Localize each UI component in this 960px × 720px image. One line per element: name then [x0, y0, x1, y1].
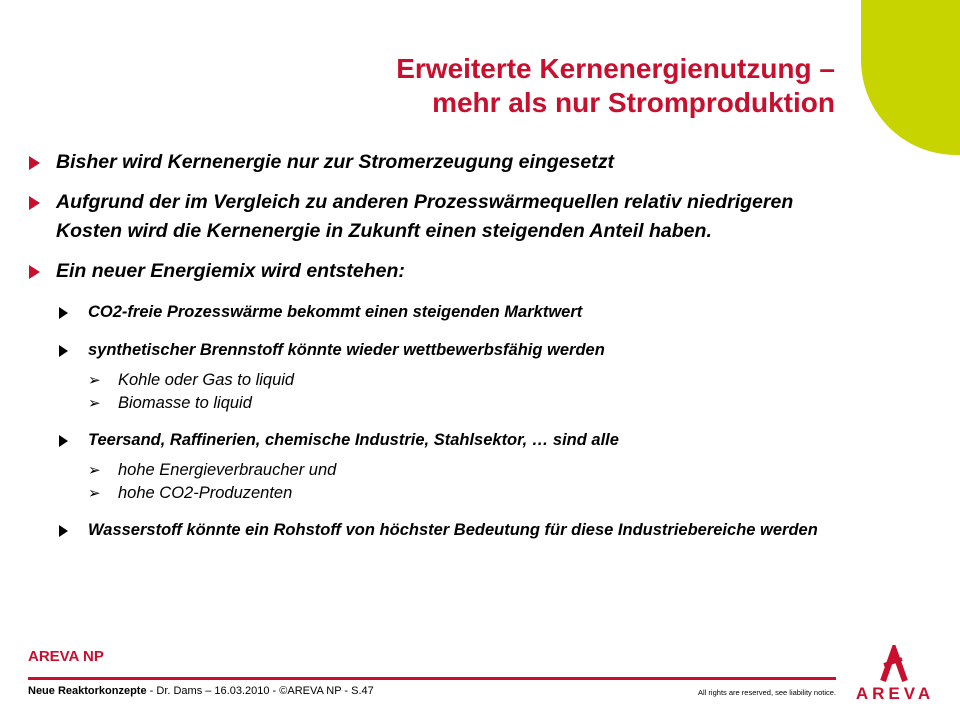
triangle-bullet-icon	[29, 196, 40, 210]
slide-content	[28, 148, 848, 553]
triangle-bullet-icon	[59, 435, 68, 447]
footer-title: Neue Reaktorkonzepte	[28, 685, 147, 697]
sub-bullet-item	[28, 515, 828, 545]
sub-bullet-text: synthetischer Brennstoff könnte wieder wettbewerbsfähig werden	[88, 341, 605, 359]
footer-text	[28, 685, 374, 697]
sub-bullet-item	[28, 425, 848, 455]
slide-title-line-1: Erweiterte Kernenergienutzung –	[396, 53, 835, 84]
sub-sub-text: Kohle oder Gas to liquid	[118, 371, 295, 389]
footer-divider	[28, 677, 836, 680]
footer-details: - Dr. Dams – 16.03.2010 - ©AREVA NP - S.47	[146, 685, 374, 697]
bullet-text: Bisher wird Kernenergie nur zur Stromerzeugung eingesetzt	[56, 151, 615, 173]
sub-sub-text: hohe CO2-Produzenten	[118, 484, 293, 502]
logo-wordmark: AREVA	[855, 684, 935, 703]
check-arrow-icon: ➢	[88, 484, 101, 502]
check-arrow-icon: ➢	[88, 371, 101, 389]
decorative-corner-shape	[861, 0, 960, 155]
sub-bullet-text: CO2-freie Prozesswärme bekommt einen steigenden Marktwert	[88, 303, 583, 321]
sub-sub-list	[88, 459, 848, 505]
triangle-bullet-icon	[59, 525, 68, 537]
sub-bullet-item	[28, 297, 848, 327]
bullet-text: Aufgrund der im Vergleich zu anderen Prozesswärmequellen relativ niedrigeren Kosten wird die Kernenergie in Zukunft einen steigenden Anteil haben.	[56, 191, 794, 242]
sub-bullet-text: Teersand, Raffinerien, chemische Industrie, Stahlsektor, … sind alle	[88, 431, 619, 449]
triangle-bullet-icon	[29, 156, 40, 170]
check-arrow-icon: ➢	[88, 461, 101, 479]
slide-title	[135, 52, 835, 120]
bullet-item	[28, 257, 848, 286]
sub-sub-item	[88, 459, 848, 482]
sub-sub-list	[88, 369, 848, 415]
sub-sub-item	[88, 369, 848, 392]
slide-title-line-2: mehr als nur Stromproduktion	[432, 87, 835, 118]
sub-bullet-item	[28, 335, 848, 365]
sub-sub-text: hohe Energieverbraucher und	[118, 461, 337, 479]
brand-label: AREVA NP	[28, 648, 104, 665]
bullet-text: Ein neuer Energiemix wird entstehen:	[56, 260, 405, 282]
triangle-bullet-icon	[59, 307, 68, 319]
rights-notice: All rights are reserved, see liability notice.	[698, 688, 836, 697]
triangle-bullet-icon	[59, 345, 68, 357]
sub-sub-item	[88, 482, 848, 505]
sub-bullet-text: Wasserstoff könnte ein Rohstoff von höchster Bedeutung für diese Industriebereiche werden	[88, 521, 818, 539]
sub-sub-item	[88, 392, 848, 415]
bullet-item	[28, 188, 848, 246]
bullet-item	[28, 148, 848, 177]
sub-sub-text: Biomasse to liquid	[118, 394, 252, 412]
triangle-bullet-icon	[29, 265, 40, 279]
check-arrow-icon: ➢	[88, 394, 101, 412]
